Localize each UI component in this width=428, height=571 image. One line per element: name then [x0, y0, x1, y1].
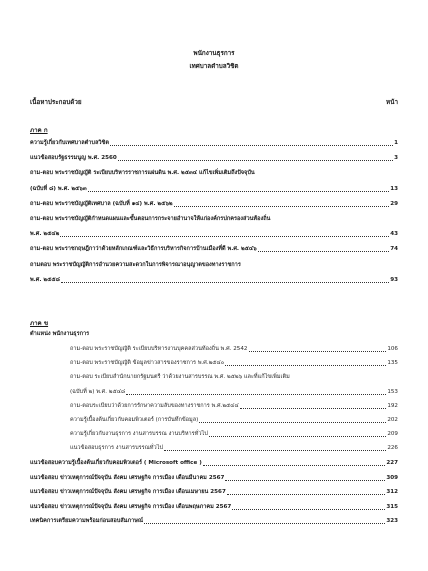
toc-page-number: 74: [390, 246, 398, 253]
toc-entry-title: ถาม-ตอบ พระราชบัญญัติเทศบาล (ฉบับที่ ๑๔) พ.ศ. ๒๕๖๒: [30, 200, 173, 207]
toc-entry: [30, 474, 398, 483]
toc-entry: [70, 359, 398, 368]
toc-dot-leader: [232, 509, 385, 510]
toc-page-number: 93: [390, 276, 398, 283]
toc-entry: [30, 261, 398, 270]
toc-page-number: 309: [386, 474, 398, 481]
toc-entry: [30, 185, 398, 194]
toc-entry-title: ถาม-ตอบ พระราชบัญญัติกำหนดแผนและขั้นตอนการกระจายอำนาจให้แก่องค์กรปกครองส่วนท้องถิ่น: [30, 216, 271, 222]
toc-page-number: 1: [394, 140, 398, 146]
toc-entry: [30, 139, 398, 148]
toc-entry-title: แนวข้อสอบ ข่าวเหตุการณ์ปัจจุบัน สังคม เศรษฐกิจ การเมือง เดือนพฤษภาคม 2567: [30, 503, 232, 510]
toc-entry-title: (ฉบับที่ ๘) พ.ศ. ๒๕๖๓: [30, 185, 87, 192]
toc-page-number: 135: [387, 360, 398, 367]
toc-entry-title: ถาม-ตอบ พระราชบัญญัติ ระเบียบบริหารราชการแผ่นดิน พ.ศ. ๒๕๓๔ แก้ไขเพิ่มเติมถึงปัจจุบัน: [30, 170, 255, 177]
toc-page-number: 43: [390, 231, 398, 238]
toc-dot-leader: [227, 494, 385, 495]
document-subtitle: เทศบาลตำบลวิชิต: [189, 63, 239, 70]
toc-entry-title: ถาม-ตอบระเบียบว่าด้วยการรักษาความลับของทางราชการ พ.ศ.๒๕๔๔: [70, 402, 239, 409]
toc-entry-title: แนวข้อสอบ ข่าวเหตุการณ์ปัจจุบัน สังคม เศรษฐกิจ การเมือง เดือนเมษายน 2567: [30, 489, 226, 495]
toc-page-number: 29: [390, 200, 398, 207]
toc-page-number: 153: [387, 388, 398, 395]
toc-entry: [70, 402, 398, 411]
toc-entry: [70, 373, 398, 382]
toc-entry-title: ถาม-ตอบ ระเบียบสำนักนายกรัฐมนตรี ว่าด้วยงานสารบรรณ พ.ศ. ๒๕๒๖ และที่แก้ไขเพิ่มเติม: [70, 374, 290, 381]
toc-dot-leader: [199, 422, 386, 423]
part-a-label: ภาค ก: [30, 127, 48, 134]
toc-dot-leader: [249, 351, 386, 352]
toc-entry-title: แนวข้อสอบ ข่าวเหตุการณ์ปัจจุบัน สังคม เศรษฐกิจ การเมือง เดือนมีนาคม 2567: [30, 474, 225, 481]
toc-page-number: 323: [386, 518, 398, 524]
document-title: พนักงานธุรการ: [193, 50, 235, 57]
part-b-label: ภาค ข: [30, 320, 49, 327]
toc-entry: [30, 517, 398, 526]
toc-entry-title: ถาม-ตอบ พระราชบัญญัติ ระเบียบบริหารงานบุคคลส่วนท้องถิ่น พ.ศ. 2542: [70, 346, 248, 352]
toc-entry: [30, 276, 398, 285]
toc-dot-leader: [110, 145, 393, 146]
toc-page-number: 209: [387, 431, 398, 438]
toc-entry-title: แนวข้อสอบความรู้เบื้องต้นเกี่ยวกับคอมพิวเตอร์ ( Microsoft office ): [30, 460, 202, 466]
toc-entry-title: ความรู้เกี่ยวกับงานธุรการ งานสารบรรณ งานบริหารทั่วไป: [70, 431, 208, 438]
toc-dot-leader: [126, 394, 386, 395]
toc-page-number: 106: [387, 346, 398, 352]
toc-page-number: 192: [387, 402, 398, 409]
toc-entry: [70, 416, 398, 425]
toc-entry-title: พ.ศ. ๒๕๔๒: [30, 231, 60, 238]
toc-page-number: 312: [386, 489, 398, 495]
toc-dot-leader: [174, 206, 389, 207]
toc-entry: [70, 444, 398, 453]
toc-entry-title: ความรู้เกี่ยวกับเทศบาลตำบลวิชิต: [30, 140, 109, 146]
toc-dot-leader: [144, 523, 385, 524]
toc-dot-leader: [164, 450, 386, 451]
toc-dot-leader: [60, 236, 389, 237]
toc-entry-title: แนวข้อสอบรัฐธรรมนูญ พ.ศ. 2560: [30, 155, 117, 162]
toc-entry-title: ถามตอบ พระราชบัญญัติการอำนวยความสะดวกในการพิจารณาอนุญาตของทางราชการ: [30, 261, 241, 268]
toc-dot-leader: [225, 365, 386, 366]
toc-dot-leader: [118, 160, 393, 161]
toc-page-number: 13: [390, 185, 398, 192]
toc-entry-title: เทคนิคการเตรียมความพร้อมก่อนสอบสัมภาษณ์: [30, 518, 144, 524]
toc-dot-leader: [203, 465, 385, 466]
toc-entry: [30, 488, 398, 497]
toc-entry: [70, 430, 398, 439]
toc-entry: [30, 154, 398, 163]
toc-entry-title: ถาม-ตอบ พระราชบัญญัติ ข้อมูลข่าวสารของราชการ พ.ศ.๒๕๔๐: [70, 360, 225, 367]
toc-page-number: 202: [387, 417, 398, 423]
toc-dot-leader: [209, 436, 386, 437]
toc-page-number: 315: [386, 503, 398, 510]
position-label: ตำแหน่ง พนักงานธุรการ: [30, 331, 90, 337]
toc-entry-title: ถาม-ตอบ พระราชกฤษฎีกาว่าด้วยหลักเกณฑ์และวิธีการบริหารกิจการบ้านเมืองที่ดี พ.ศ. ๒๕๔๖: [30, 246, 257, 253]
toc-page-number: 3: [394, 155, 398, 162]
toc-dot-leader: [88, 191, 389, 192]
toc-entry-title: (ฉบับที่ ๒) พ.ศ. ๒๕๔๘: [70, 388, 126, 395]
toc-entry-title: พ.ศ. ๒๕๕๘: [30, 276, 60, 283]
toc-entry: [30, 245, 398, 254]
toc-entry: [70, 345, 398, 354]
toc-entry-title: ความรู้เบื้องต้นเกี่ยวกับคอมพิวเตอร์ (การบันทึกข้อมูล): [70, 417, 199, 423]
toc-entry: [30, 169, 398, 178]
page-column-label: หน้า: [386, 99, 398, 106]
toc-entry: [30, 215, 398, 224]
toc-dot-leader: [61, 282, 389, 283]
toc-dot-leader: [225, 480, 385, 481]
toc-entry: [30, 200, 398, 209]
toc-entry-title: แนวข้อสอบธุรการ งานสารบรรณทั่วไป: [70, 445, 164, 452]
toc-dot-leader: [240, 408, 386, 409]
toc-entry: [30, 459, 398, 468]
toc-page-number: 227: [386, 460, 398, 466]
toc-entry: [70, 388, 398, 397]
toc-page-number: 226: [387, 445, 398, 452]
toc-entry: [30, 230, 398, 239]
contents-label: เนื้อหาประกอบด้วย: [30, 99, 82, 106]
toc-dot-leader: [258, 251, 389, 252]
toc-entry: [30, 503, 398, 512]
